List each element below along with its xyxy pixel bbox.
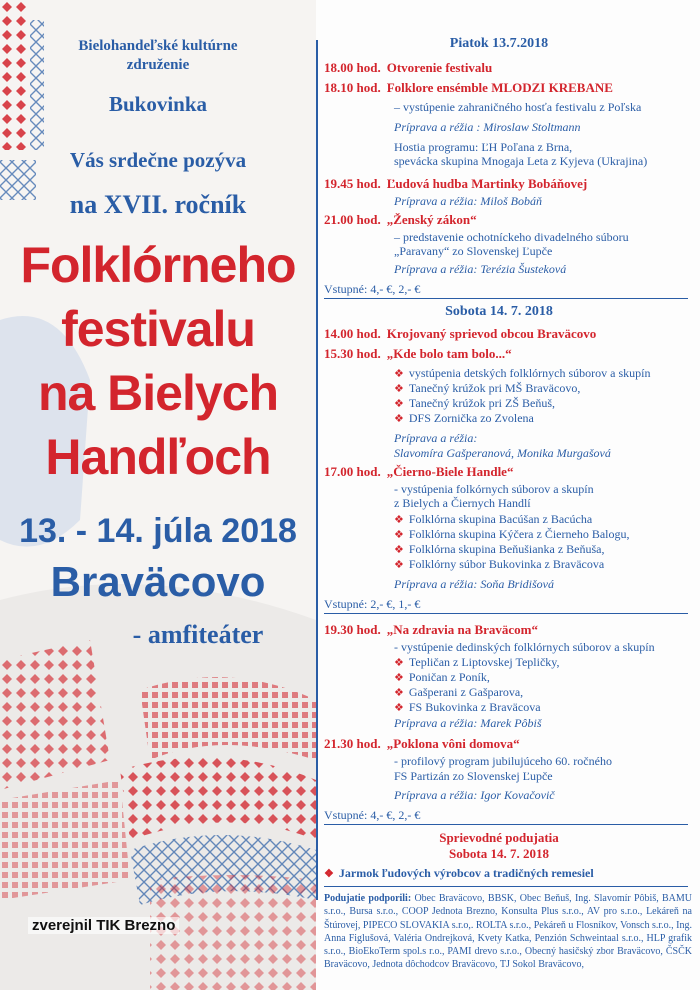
entry-fee: Vstupné: 4,- €, 2,- € (324, 282, 421, 296)
event-title: „Ženský zákon“ (386, 212, 477, 227)
bullet-icon: ❖ (394, 672, 404, 684)
section-rule (324, 824, 688, 825)
list-item: ❖ DFS Zornička zo Zvolena (394, 411, 534, 425)
event-title: Ľudová hudba Martinky Bobáňovej (386, 176, 588, 191)
event-preparation: Príprava a réžia : Miroslaw Stoltmann (394, 120, 581, 134)
column-divider (316, 40, 318, 900)
bullet-icon: ❖ (394, 529, 404, 541)
festival-venue: - amfiteáter (132, 620, 264, 649)
accompanying-date: Sobota 14. 7. 2018 (448, 846, 550, 861)
accompanying-header: Sprievodné podujatia (439, 830, 559, 845)
event-time: 18.00 hod. (324, 60, 381, 75)
left-column (0, 0, 316, 990)
event-description: z Bielych a Čiernych Handlí (394, 496, 531, 510)
bullet-icon: ❖ (394, 413, 404, 425)
event-cierno-biele-handle (324, 464, 513, 480)
bullet-icon: ❖ (394, 657, 404, 669)
sponsors (324, 892, 692, 972)
friday-header: Piatok 13.7.2018 (449, 36, 549, 51)
bullet-icon: ❖ (394, 687, 404, 699)
event-zensky-zakon (324, 212, 477, 228)
organizer-line1: Bielohandeľské kultúrne (78, 38, 238, 54)
saturday-header: Sobota 14. 7. 2018 (445, 304, 553, 319)
event-description: - vystúpenie dedinských folklórnych súborov a skupín (394, 640, 655, 654)
event-preparation: Príprava a réžia: Terézia Šusteková (394, 262, 567, 276)
organizer-name: Bukovinka (108, 92, 208, 116)
list-item: ❖ Gašperani z Gašparova, (394, 685, 524, 699)
list-item: ❖ Folklórna skupina Kýčera z Čierneho Balogu, (394, 527, 630, 541)
event-opening (324, 60, 492, 76)
event-description: „Paravany“ zo Slovenskej Ľupče (394, 244, 553, 258)
event-preparation: Príprava a réžia: Miloš Bobáň (394, 194, 542, 208)
list-item: ❖ Folklórna skupina Beňušianka z Beňuša, (394, 542, 605, 556)
festival-title-4: Handľoch (45, 429, 271, 485)
organizer-line2: združenie (126, 57, 190, 73)
event-title: Folklore ensémble MLODZI KREBANE (386, 80, 613, 95)
bullet-icon: ❖ (324, 868, 334, 880)
list-item: ❖ Poničan z Poník, (394, 670, 490, 684)
event-na-zdravia (324, 622, 538, 638)
event-title: Krojovaný sprievod obcou Braväcovo (386, 326, 597, 341)
event-description: - profilový program jubilujúceho 60. ročného (394, 754, 612, 768)
festival-place: Braväcovo (50, 558, 266, 605)
event-time: 18.10 hod. (324, 80, 381, 95)
event-time: 21.00 hod. (324, 212, 381, 227)
event-time: 19.45 hod. (324, 176, 381, 191)
list-item: ❖ Tanečný krúžok pri ZŠ Beňuš, (394, 396, 556, 410)
event-guests-1: Hostia programu: ĽH Poľana z Brna, (394, 140, 573, 154)
list-item: ❖ FS Bukovinka z Braväcova (394, 700, 541, 714)
event-time: 14.00 hod. (324, 326, 381, 341)
sponsors-label: Podujatie podporili: (324, 893, 412, 904)
event-kde-bolo (324, 346, 512, 362)
event-preparation: Príprava a réžia: Marek Pôbiš (394, 716, 542, 730)
festival-title-3: na Bielych (37, 365, 279, 421)
section-rule (324, 613, 688, 614)
entry-fee: Vstupné: 4,- €, 2,- € (324, 808, 421, 822)
bullet-icon: ❖ (394, 368, 404, 380)
event-guests-2: spevácka skupina Mnogaja Leta z Kyjeva (Ukrajina) (394, 154, 648, 168)
section-rule (324, 886, 688, 887)
bullet-icon: ❖ (394, 383, 404, 395)
event-krojovany-sprievod (324, 326, 596, 342)
list-item: ❖ Tepličan z Liptovskej Tepličky, (394, 655, 560, 669)
sponsors-text: Obec Braväcovo, BBSK, Obec Beňuš, Ing. Slavomír Pôbiš, BAMU s.r.o., Bursa s.r.o., COOP Jednota Brezno, Konsulta Plus s.r.o., AV pro s.r.o., Lekáreň na Štúrovej, PIPECO SLOVAKIA s.r.o,. ROLTA s.r.o., Pekáreň u Flosníkov, Vonsch s.r.o., Ing. Anna Figlušová, Valéria Ondrejková, Kvety Katka, Penzión Schweintaal s.r.o., HLP grafik s.r.o., BioEkoTerm spol.s r.o., PAMI drevo s.r.o., Obecný hasičský zbor Braväcovo, ČSČK Braväcovo, Jednota dôchodcov Braväcovo, TJ Sokol Braväcovo, (324, 893, 692, 971)
event-description: - vystúpenia folkórnych súborov a skupín (394, 482, 594, 496)
event-description: – predstavenie ochotníckeho divadelného súboru (394, 230, 629, 244)
festival-title-2: festivalu (61, 301, 255, 357)
event-time: 15.30 hod. (324, 346, 381, 361)
event-preparation: Slavomíra Gašperanová, Monika Murgašová (394, 446, 611, 460)
list-item: ❖ Folklórny súbor Bukovinka z Braväcova (394, 557, 605, 571)
event-preparation-label: Príprava a réžia: (394, 431, 478, 445)
bullet-icon: ❖ (394, 514, 404, 526)
list-item: ❖ Tanečný krúžok pri MŠ Braväcovo, (394, 381, 581, 395)
event-title: „Poklona vôni domova“ (386, 736, 520, 751)
bullet-icon: ❖ (394, 544, 404, 556)
event-title: „Čierno-Biele Handle“ (386, 464, 514, 479)
event-title: „Na zdravia na Braväcom“ (386, 622, 539, 637)
event-mlodzi-krebane (324, 80, 613, 96)
event-description: – vystúpenie zahraničného hosťa festivalu z Poľska (394, 100, 642, 114)
event-title: „Kde bolo tam bolo...“ (386, 346, 512, 361)
event-martinka-bobanova (324, 176, 587, 192)
event-title: Otvorenie festivalu (386, 60, 493, 75)
list-item: ❖ Folklórna skupina Bacúšan z Bacúcha (394, 512, 593, 526)
credit: zverejnil TIK Brezno (28, 917, 179, 934)
event-time: 19.30 hod. (324, 622, 381, 637)
list-item: ❖ vystúpenia detských folklórnych súborov a skupín (394, 366, 651, 380)
festival-dates: 13. - 14. júla 2018 (19, 512, 297, 550)
event-description: FS Partizán zo Slovenskej Ľupče (394, 769, 553, 783)
bullet-icon: ❖ (394, 702, 404, 714)
festival-title-1: Folklórneho (20, 237, 296, 293)
event-time: 17.00 hod. (324, 464, 381, 479)
section-rule (324, 298, 688, 299)
bullet-icon: ❖ (394, 559, 404, 571)
event-preparation: Príprava a réžia: Igor Kovačovič (394, 788, 555, 802)
invitation: Vás srdečne pozýva (69, 148, 247, 172)
event-preparation: Príprava a réžia: Soňa Bridišová (394, 577, 554, 591)
event-time: 21.30 hod. (324, 736, 381, 751)
bullet-icon: ❖ (394, 398, 404, 410)
accompanying-item: ❖ Jarmok ľudových výrobcov a tradičných remesiel (324, 866, 594, 880)
program-column (324, 36, 694, 976)
entry-fee: Vstupné: 2,- €, 1,- € (324, 597, 421, 611)
event-poklona-voni-domova (324, 736, 520, 752)
edition: na XVII. ročník (69, 190, 247, 219)
